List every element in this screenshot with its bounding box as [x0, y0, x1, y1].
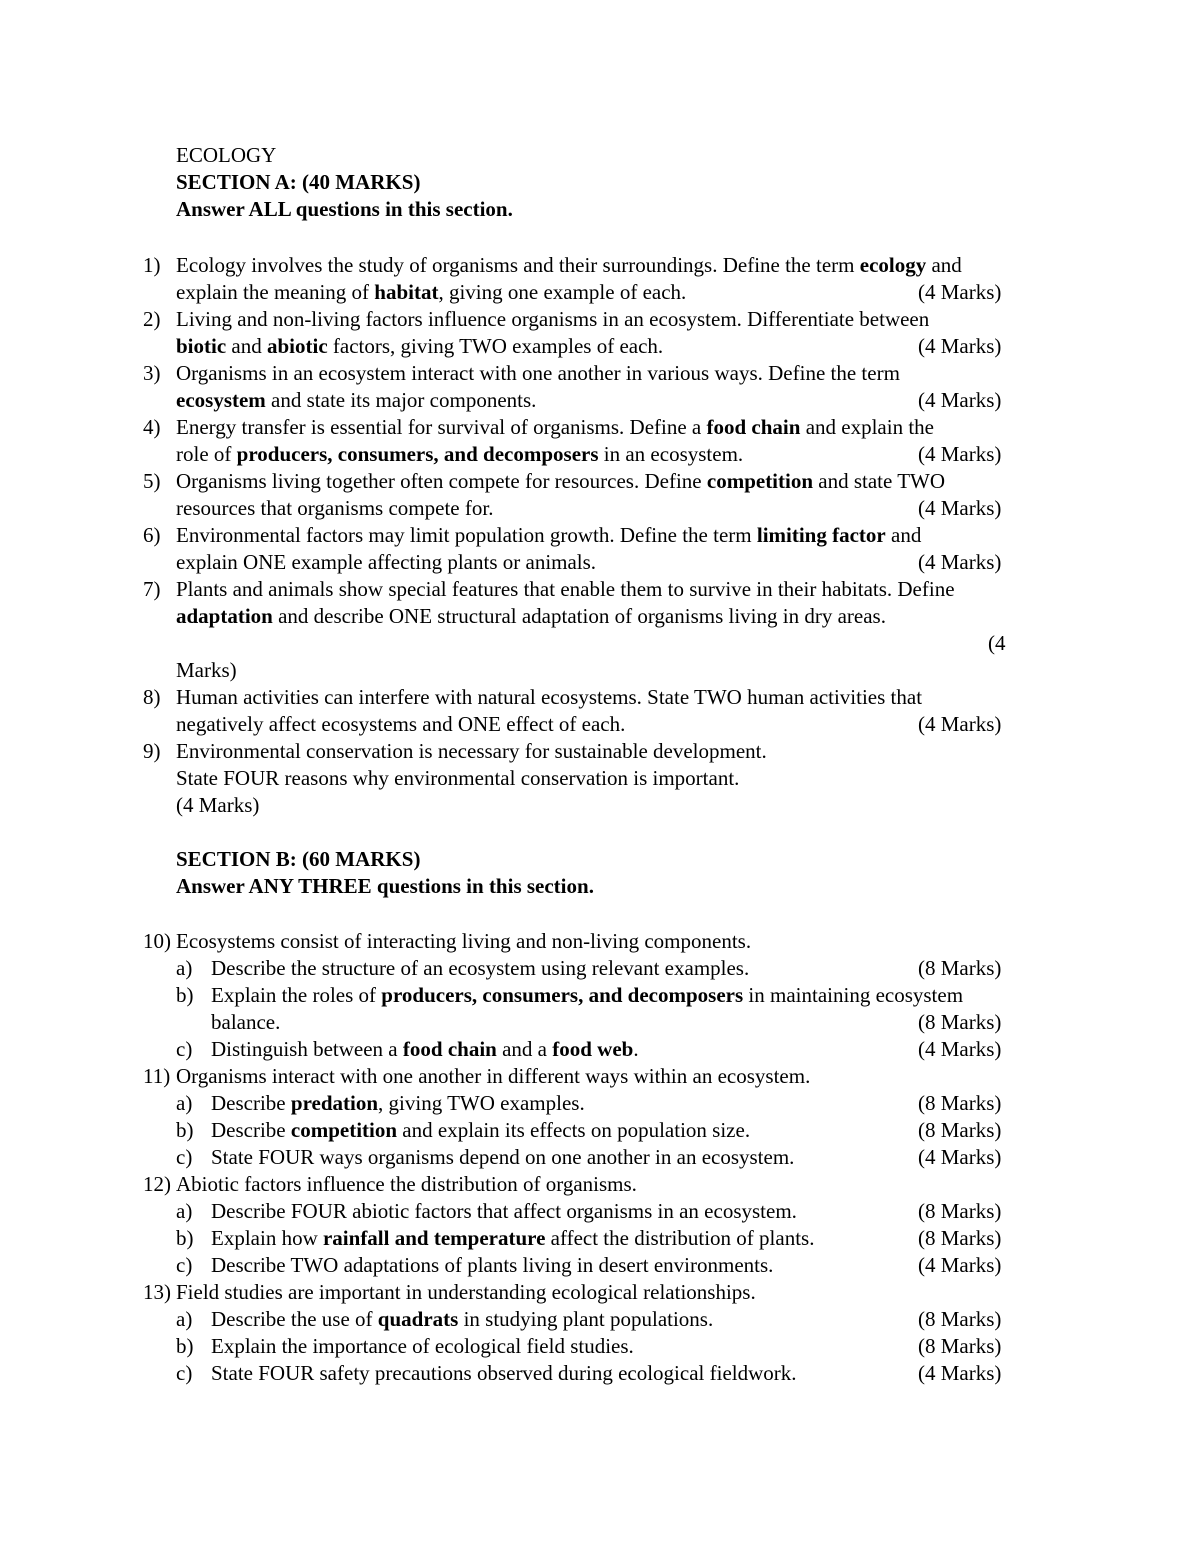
part-text: State FOUR ways organisms depend on one another in an ecosystem. — [211, 1145, 795, 1169]
part-marks: (8 Marks) — [918, 1010, 1002, 1034]
question-text: Environmental conservation is necessary for sustainable development. — [176, 739, 767, 763]
part-marks: (8 Marks) — [918, 1226, 1002, 1250]
question-text: State FOUR reasons why environmental conservation is important. — [176, 766, 740, 790]
question-marks: (4 Marks) — [918, 280, 1002, 304]
question-marks: (4 Marks) — [918, 550, 1002, 574]
part-text: Distinguish between a food chain and a food web. — [211, 1037, 639, 1061]
part-letter: c) — [176, 1037, 193, 1061]
question-marks: (4 Marks) — [176, 793, 260, 817]
part-text: Describe TWO adaptations of plants living in desert environments. — [211, 1253, 774, 1277]
question-text: Organisms in an ecosystem interact with one another in various ways. Define the term — [176, 361, 900, 385]
question-marks: Marks) — [176, 658, 237, 682]
question-number: 10) — [143, 929, 171, 953]
part-text: Describe competition and explain its effects on population size. — [211, 1118, 751, 1142]
question-number: 7) — [143, 577, 161, 601]
question-text: ecosystem and state its major components. — [176, 388, 537, 412]
part-text: Describe the use of quadrats in studying plant populations. — [211, 1307, 714, 1331]
part-marks: (8 Marks) — [918, 1091, 1002, 1115]
part-letter: a) — [176, 956, 193, 980]
question-number: 5) — [143, 469, 161, 493]
part-letter: a) — [176, 1199, 193, 1223]
part-text: Describe the structure of an ecosystem using relevant examples. — [211, 956, 750, 980]
question-stem: Ecosystems consist of interacting living and non-living components. — [176, 929, 752, 953]
part-marks: (4 Marks) — [918, 1361, 1002, 1385]
question-text: resources that organisms compete for. — [176, 496, 494, 520]
question-text: Energy transfer is essential for survival of organisms. Define a food chain and explain the — [176, 415, 934, 439]
doc-title: ECOLOGY — [176, 143, 277, 167]
question-number: 9) — [143, 739, 161, 763]
part-letter: a) — [176, 1307, 193, 1331]
part-marks: (8 Marks) — [918, 1118, 1002, 1142]
part-letter: c) — [176, 1145, 193, 1169]
part-marks: (4 Marks) — [918, 1037, 1002, 1061]
question-stem: Abiotic factors influence the distribution of organisms. — [176, 1172, 637, 1196]
part-text: Explain the importance of ecological field studies. — [211, 1334, 634, 1358]
question-number: 13) — [143, 1280, 171, 1304]
question-number: 2) — [143, 307, 161, 331]
section-a-instruction: Answer ALL questions in this section. — [176, 197, 513, 221]
part-text: Describe FOUR abiotic factors that affect organisms in an ecosystem. — [211, 1199, 797, 1223]
part-marks: (4 Marks) — [918, 1145, 1002, 1169]
question-text: explain ONE example affecting plants or animals. — [176, 550, 597, 574]
question-text: Human activities can interfere with natural ecosystems. State TWO human activities that — [176, 685, 923, 709]
question-marks: (4 — [988, 631, 1006, 655]
question-text: Environmental factors may limit population growth. Define the term limiting factor and — [176, 523, 922, 547]
question-text: explain the meaning of habitat, giving one example of each. — [176, 280, 687, 304]
part-text: Explain the roles of producers, consumers, and decomposers in maintaining ecosystem — [211, 983, 964, 1007]
question-number: 12) — [143, 1172, 171, 1196]
question-number: 8) — [143, 685, 161, 709]
part-letter: b) — [176, 1118, 194, 1142]
part-letter: b) — [176, 983, 194, 1007]
part-marks: (8 Marks) — [918, 1307, 1002, 1331]
part-marks: (4 Marks) — [918, 1253, 1002, 1277]
question-marks: (4 Marks) — [918, 712, 1002, 736]
question-text: Ecology involves the study of organisms and their surroundings. Define the term ecology and — [176, 253, 962, 277]
question-text: Organisms living together often compete for resources. Define competition and state TWO — [176, 469, 946, 493]
part-letter: b) — [176, 1226, 194, 1250]
question-text: Living and non-living factors influence organisms in an ecosystem. Differentiate between — [176, 307, 930, 331]
part-letter: a) — [176, 1091, 193, 1115]
part-text: balance. — [211, 1010, 281, 1034]
part-marks: (8 Marks) — [918, 956, 1002, 980]
part-marks: (8 Marks) — [918, 1199, 1002, 1223]
question-marks: (4 Marks) — [918, 334, 1002, 358]
question-text: negatively affect ecosystems and ONE effect of each. — [176, 712, 626, 736]
question-marks: (4 Marks) — [918, 388, 1002, 412]
question-stem: Field studies are important in understanding ecological relationships. — [176, 1280, 756, 1304]
question-stem: Organisms interact with one another in different ways within an ecosystem. — [176, 1064, 811, 1088]
part-marks: (8 Marks) — [918, 1334, 1002, 1358]
question-marks: (4 Marks) — [918, 442, 1002, 466]
question-text: Plants and animals show special features that enable them to survive in their habitats. Define — [176, 577, 955, 601]
question-number: 3) — [143, 361, 161, 385]
part-letter: b) — [176, 1334, 194, 1358]
question-number: 4) — [143, 415, 161, 439]
part-letter: c) — [176, 1361, 193, 1385]
section-b-title: SECTION B: (60 MARKS) — [176, 847, 421, 871]
section-a-title: SECTION A: (40 MARKS) — [176, 170, 421, 194]
question-marks: (4 Marks) — [918, 496, 1002, 520]
question-number: 11) — [143, 1064, 171, 1088]
question-text: adaptation and describe ONE structural adaptation of organisms living in dry areas. — [176, 604, 886, 628]
question-text: biotic and abiotic factors, giving TWO examples of each. — [176, 334, 664, 358]
part-text: Describe predation, giving TWO examples. — [211, 1091, 585, 1115]
part-text: State FOUR safety precautions observed during ecological fieldwork. — [211, 1361, 797, 1385]
part-letter: c) — [176, 1253, 193, 1277]
question-number: 1) — [143, 253, 161, 277]
part-text: Explain how rainfall and temperature affect the distribution of plants. — [211, 1226, 815, 1250]
question-number: 6) — [143, 523, 161, 547]
question-text: role of producers, consumers, and decomposers in an ecosystem. — [176, 442, 744, 466]
section-b-instruction: Answer ANY THREE questions in this section. — [176, 874, 594, 898]
